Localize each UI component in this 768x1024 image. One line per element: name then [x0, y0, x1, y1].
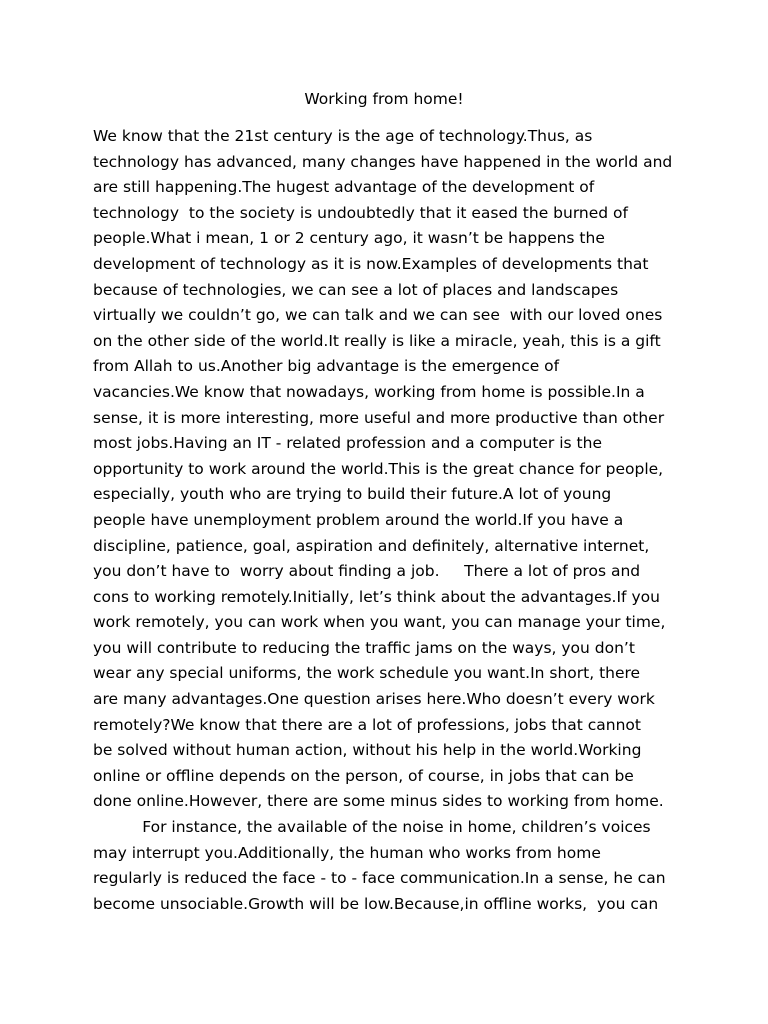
text-line: from Allah to us.Another big advantage is the emergence of — [93, 357, 560, 376]
text-line: most jobs.Having an IT - related profession and a computer is the — [93, 434, 602, 453]
text-line: are still happening.The hugest advantage of the development of — [93, 178, 595, 197]
text-line: are many advantages.One question arises here.Who doesn’t every work — [93, 690, 655, 709]
text-line: technology to the society is undoubtedly that it eased the burned of — [93, 203, 628, 222]
text-line: technology has advanced, many changes have happened in the world and — [93, 152, 673, 171]
text-line: regularly is reduced the face - to - face communication.In a sense, he can — [93, 869, 666, 888]
text-line: opportunity to work around the world.This is the great chance for people, — [93, 459, 664, 478]
text-line: people.What i mean, 1 or 2 century ago, it wasn’t be happens the — [93, 229, 605, 248]
text-line: vacancies.We know that nowadays, working from home is possible.In a — [93, 382, 645, 401]
text-line: sense, it is more interesting, more useful and more productive than other — [93, 408, 665, 427]
text-line: especially, youth who are trying to build their future.A lot of young — [93, 485, 612, 504]
text-line: virtually we couldn’t go, we can talk and we can see with our loved ones — [93, 306, 663, 325]
text-line: on the other side of the world.It really is like a miracle, yeah, this is a gift — [93, 331, 661, 350]
text-line: cons to working remotely.Initially, let’s think about the advantages.If you — [93, 587, 660, 606]
text-line: be solved without human action, without his help in the world.Working — [93, 741, 642, 760]
text-line: wear any special uniforms, the work schedule you want.In short, there — [93, 664, 641, 683]
text-line: We know that the 21st century is the age of technology.Thus, as — [93, 127, 593, 145]
text-line: become unsociable.Growth will be low.Because,in offline works, you can — [93, 894, 659, 913]
text-line: done online.However, there are some minus sides to working from home. — [93, 792, 664, 811]
text-line: you will contribute to reducing the traffic jams on the ways, you don’t — [93, 638, 635, 657]
document-title: Working from home! — [304, 90, 464, 108]
text-line: people have unemployment problem around the world.If you have a — [93, 510, 624, 529]
text-line: For instance, the available of the noise in home, children’s voices — [93, 818, 651, 837]
text-line: you don’t have to worry about finding a job. There a lot of pros and — [93, 562, 641, 581]
text-line: remotely?We know that there are a lot of professions, jobs that cannot — [93, 715, 641, 734]
document-body — [93, 124, 693, 917]
text-line: work remotely, you can work when you want, you can manage your time, — [93, 613, 666, 632]
text-line: may interrupt you.Additionally, the human who works from home — [93, 843, 601, 862]
text-line: online or offline depends on the person, of course, in jobs that can be — [93, 766, 634, 785]
text-line: development of technology as it is now.Examples of developments that — [93, 254, 649, 273]
text-line: because of technologies, we can see a lot of places and landscapes — [93, 280, 619, 299]
text-line: discipline, patience, goal, aspiration and definitely, alternative internet, — [93, 536, 650, 555]
